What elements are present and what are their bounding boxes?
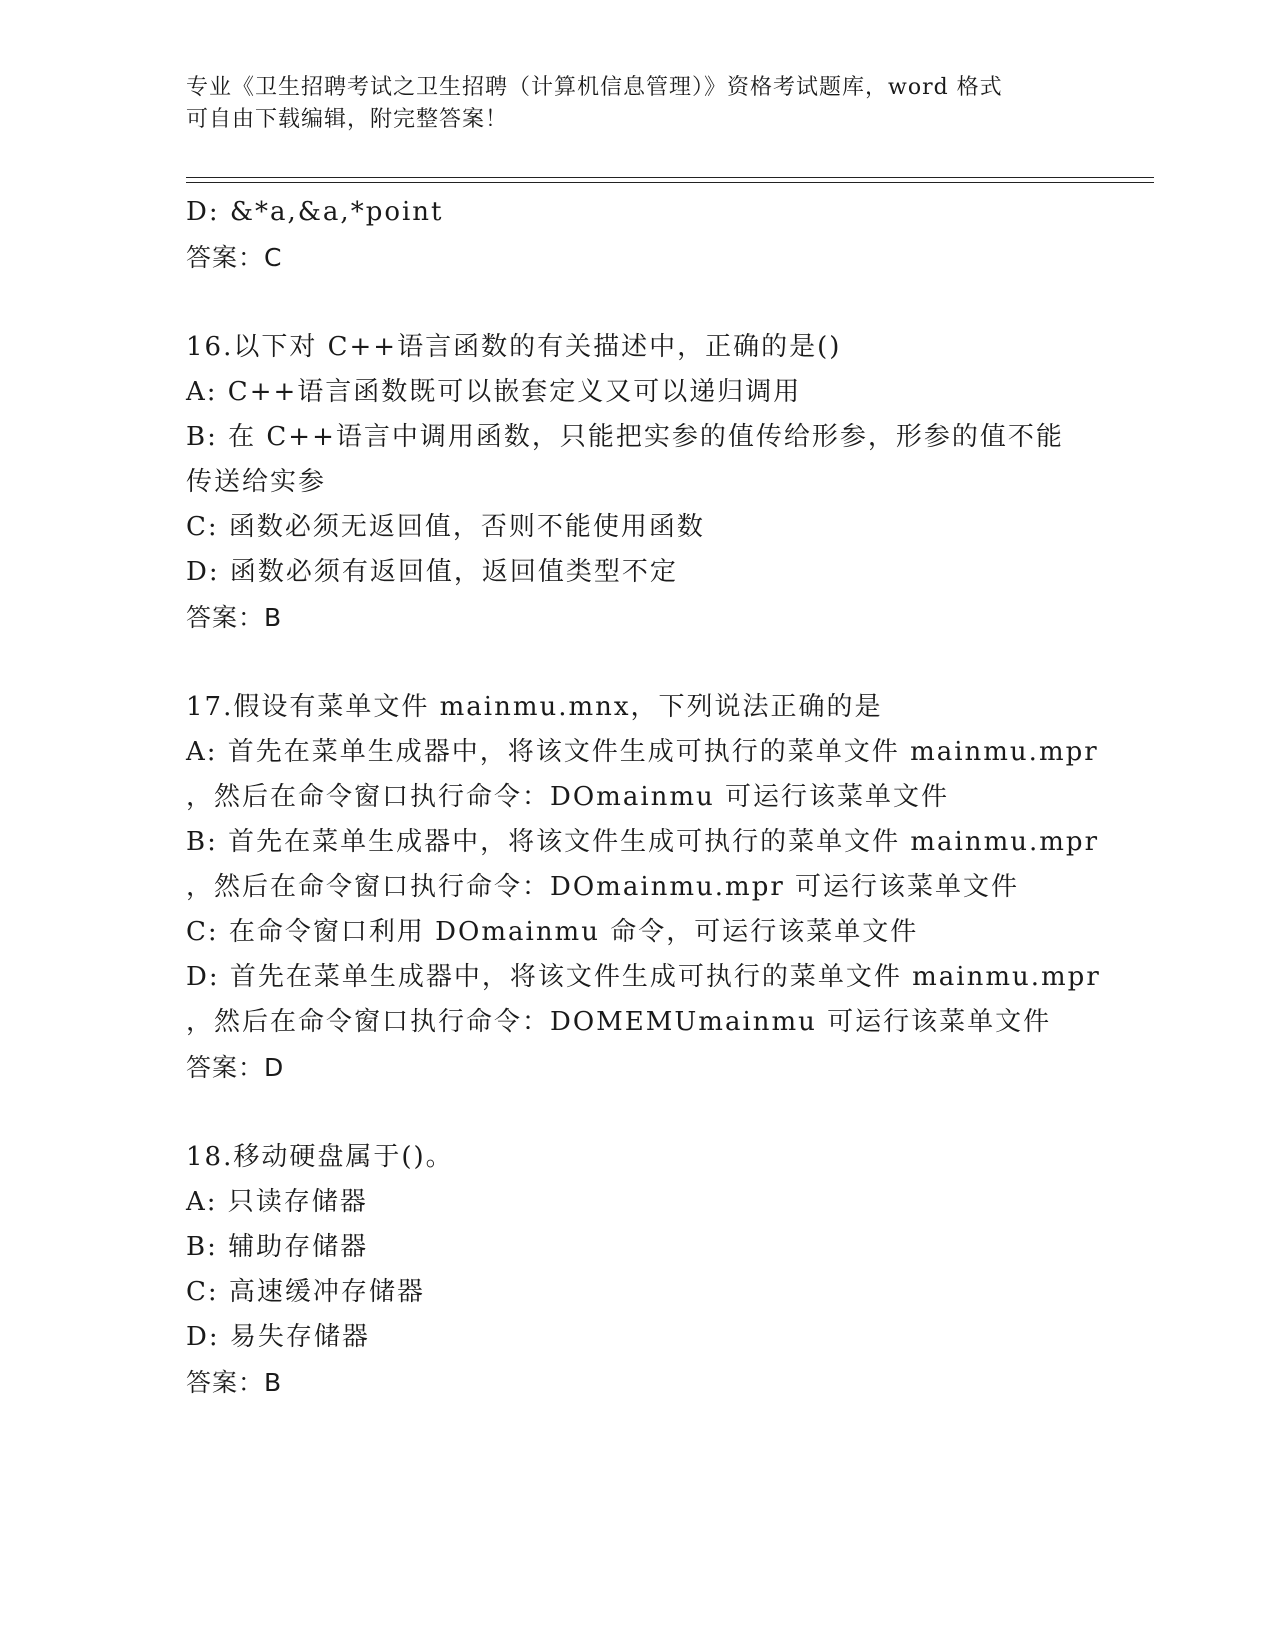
spacer xyxy=(186,280,1146,325)
option-line: A: 首先在菜单生成器中，将该文件生成可执行的菜单文件 mainmu.mpr xyxy=(186,737,1099,767)
option-line: B: 首先在菜单生成器中，将该文件生成可执行的菜单文件 mainmu.mpr xyxy=(186,827,1100,857)
question-stem: 18.移动硬盘属于()。 xyxy=(186,1142,454,1172)
option-line: D: 函数必须有返回值，返回值类型不定 xyxy=(186,557,678,587)
option-line: A: C++语言函数既可以嵌套定义又可以递归调用 xyxy=(186,377,802,407)
option-line: 传送给实参 xyxy=(186,467,327,497)
option-line: B: 在 C++语言中调用函数，只能把实参的值传给形参，形参的值不能 xyxy=(186,422,1064,452)
answer-line: 答案：B xyxy=(186,1368,283,1397)
question-stem: 16.以下对 C++语言函数的有关描述中，正确的是() xyxy=(186,332,842,362)
option-line: D: 首先在菜单生成器中，将该文件生成可执行的菜单文件 mainmu.mpr xyxy=(186,962,1101,992)
question-stem: 17.假设有菜单文件 mainmu.mnx，下列说法正确的是 xyxy=(186,692,883,722)
option-line: ，然后在命令窗口执行命令：DOmainmu.mpr 可运行该菜单文件 xyxy=(186,872,1020,902)
document-body xyxy=(186,190,1146,1405)
option-line: B: 辅助存储器 xyxy=(186,1232,369,1262)
option-line: C: 函数必须无返回值，否则不能使用函数 xyxy=(186,512,705,542)
document-header xyxy=(186,72,1086,136)
header-line-1: 专业《卫生招聘考试之卫生招聘（计算机信息管理）》资格考试题库，word 格式 xyxy=(186,75,1003,100)
answer-line: 答案：B xyxy=(186,603,283,632)
option-line: ，然后在命令窗口执行命令：DOMEMUmainmu 可运行该菜单文件 xyxy=(186,1007,1052,1037)
option-line: D: 易失存储器 xyxy=(186,1322,370,1352)
option-line: A: 只读存储器 xyxy=(186,1187,368,1217)
option-line: C: 在命令窗口利用 DOmainmu 命令，可运行该菜单文件 xyxy=(186,917,919,947)
spacer xyxy=(186,1090,1146,1135)
answer-line: 答案：C xyxy=(186,243,283,272)
header-divider-bottom xyxy=(186,182,1154,183)
header-divider-top xyxy=(186,177,1154,178)
option-line: ，然后在命令窗口执行命令：DOmainmu 可运行该菜单文件 xyxy=(186,782,950,812)
answer-line: 答案：D xyxy=(186,1053,285,1082)
option-line: C: 高速缓冲存储器 xyxy=(186,1277,425,1307)
option-line: D: &*a,&a,*point xyxy=(186,197,444,227)
spacer xyxy=(186,640,1146,685)
header-line-2: 可自由下载编辑，附完整答案！ xyxy=(186,107,509,132)
